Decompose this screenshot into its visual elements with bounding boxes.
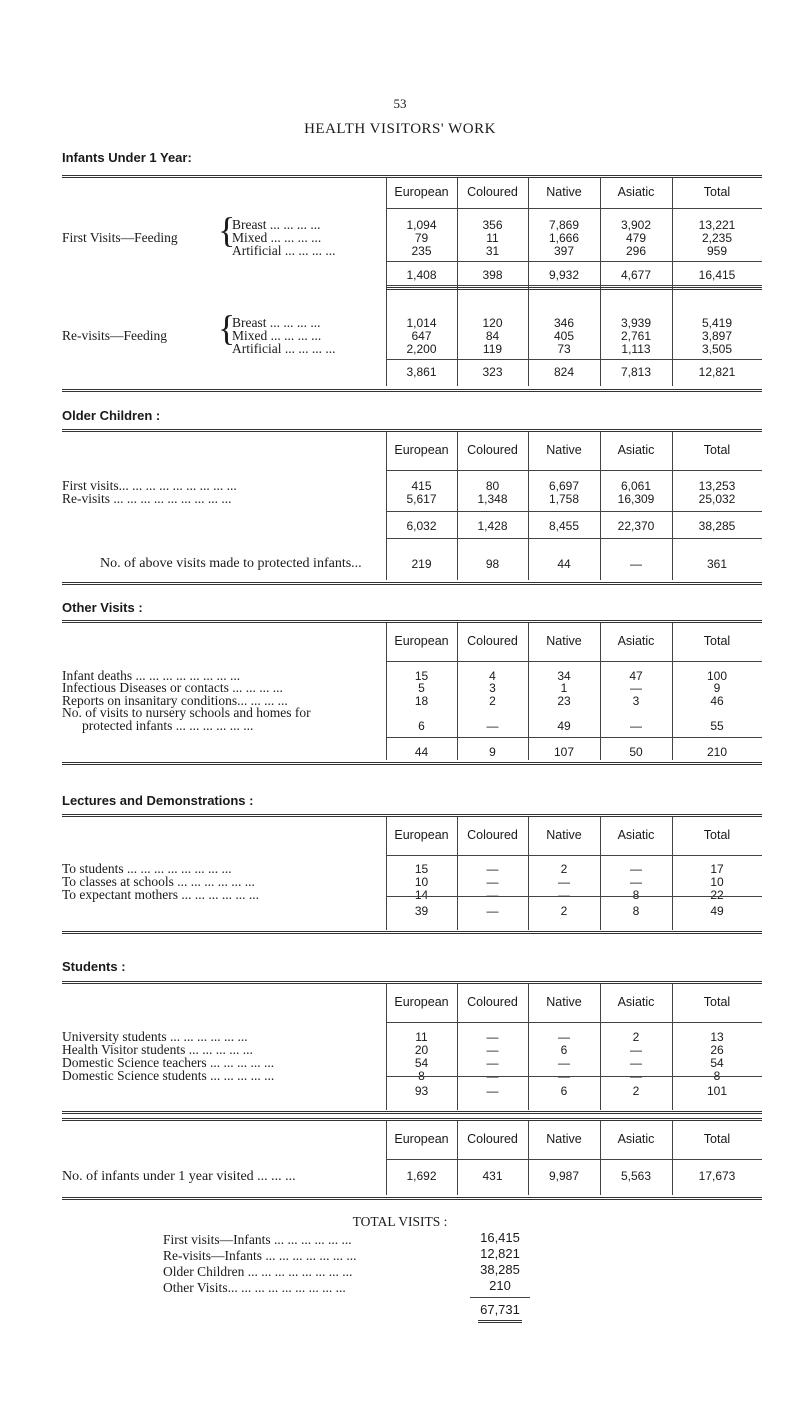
- section-rule: [62, 429, 762, 432]
- section-rule: [62, 1111, 762, 1114]
- table-cell: 6,032: [406, 519, 437, 533]
- column-header: European: [394, 995, 449, 1009]
- table-cell: 9,932: [548, 268, 580, 282]
- table-cell: 120: [482, 316, 503, 330]
- table-rule: [386, 1159, 762, 1160]
- table-cell: 2: [632, 1084, 640, 1098]
- table-rule: [386, 1022, 762, 1023]
- section-rule: [386, 287, 762, 290]
- older-row-label: First visits... ... ... ... ... ... ... ... ...: [62, 478, 237, 493]
- page-title: HEALTH VISITORS' WORK: [304, 121, 496, 137]
- brace-icon: {: [218, 210, 236, 250]
- table-rule: [386, 737, 762, 738]
- double-underline: [478, 1320, 522, 1323]
- table-cell: 46: [710, 694, 724, 708]
- table-cell: 10: [414, 875, 429, 889]
- table-cell: 398: [482, 268, 503, 282]
- other-row-label: Infectious Diseases or contacts ... ... ... ...: [62, 680, 283, 695]
- table-cell: 2: [560, 904, 568, 918]
- totals-row-value: 210: [489, 1278, 511, 1293]
- lecture-row-label: To classes at schools ... ... ... ... ... ...: [62, 874, 255, 889]
- totals-row-label: Other Visits... ... ... ... ... ... ... ... ...: [163, 1280, 346, 1295]
- table-cell: —: [486, 862, 499, 876]
- infants-visited-label: No. of infants under 1 year visited ... ... ...: [62, 1169, 296, 1184]
- table-cell: 3: [632, 694, 640, 708]
- table-cell: 6,061: [620, 479, 652, 493]
- table-cell: —: [486, 719, 499, 733]
- column-header: Asiatic: [617, 185, 655, 199]
- table-cell: 361: [706, 557, 728, 571]
- table-rule: [386, 359, 762, 360]
- column-header: Native: [546, 995, 582, 1009]
- table-cell: 8: [632, 904, 640, 918]
- column-header: Native: [546, 634, 582, 648]
- table-cell: 22,370: [617, 519, 655, 533]
- column-header: European: [394, 1132, 449, 1146]
- totals-row-label: Re-visits—Infants ... ... ... ... ... ... ...: [163, 1248, 357, 1263]
- table-cell: 824: [553, 365, 575, 379]
- column-header: European: [394, 634, 449, 648]
- table-cell: 17,673: [698, 1169, 736, 1183]
- totals-row-value: 16,415: [480, 1230, 520, 1245]
- column-header: Coloured: [467, 634, 518, 648]
- table-cell: 1: [560, 681, 568, 695]
- table-cell: 119: [482, 342, 503, 356]
- older-row-label: Re-visits ... ... ... ... ... ... ... ... ...: [62, 491, 232, 506]
- section-rule: [62, 175, 762, 178]
- section-rule: [62, 931, 762, 934]
- table-cell: —: [558, 888, 570, 902]
- protected-infants-label: No. of above visits made to protected infants...: [100, 556, 362, 571]
- table-cell: 17: [710, 862, 724, 876]
- table-cell: 2: [560, 862, 568, 876]
- table-cell: 405: [553, 329, 575, 343]
- table-cell: 13: [710, 1030, 724, 1044]
- table-cell: 100: [706, 669, 728, 683]
- table-cell: 16,309: [617, 492, 655, 506]
- column-header: Asiatic: [617, 634, 655, 648]
- table-cell: 2: [632, 1030, 640, 1044]
- table-cell: 93: [414, 1084, 429, 1098]
- lecture-row-label: To expectant mothers ... ... ... ... ... ...: [62, 887, 260, 902]
- totals-row-value: 38,285: [480, 1262, 520, 1277]
- table-cell: 296: [625, 244, 647, 258]
- table-cell: 346: [553, 316, 575, 330]
- table-cell: 31: [485, 244, 500, 258]
- lecture-row-label: To students ... ... ... ... ... ... ... ...: [62, 861, 232, 876]
- table-cell: 13,253: [698, 479, 736, 493]
- totals-row-label: First visits—Infants ... ... ... ... ... ...: [163, 1232, 352, 1247]
- table-rule: [386, 511, 762, 512]
- column-header: Native: [546, 828, 582, 842]
- table-cell: —: [630, 719, 642, 733]
- table-cell: 107: [553, 745, 575, 759]
- table-cell: 2,235: [701, 231, 733, 245]
- table-cell: 11: [415, 1030, 428, 1044]
- table-cell: 959: [706, 244, 728, 258]
- other-row-label: Infant deaths ... ... ... ... ... ... ... ...: [62, 668, 241, 683]
- table-rule: [386, 855, 762, 856]
- table-cell: —: [630, 1043, 642, 1057]
- table-cell: 23: [557, 694, 571, 708]
- table-cell: —: [558, 1056, 570, 1070]
- table-cell: 44: [414, 745, 429, 759]
- feeding-label: Breast ... ... ... ...: [232, 217, 321, 232]
- column-header: Total: [703, 1132, 731, 1146]
- column-header: Native: [546, 185, 582, 199]
- totals-row-label: Older Children ... ... ... ... ... ... ... ...: [163, 1264, 353, 1279]
- table-cell: —: [630, 862, 642, 876]
- table-cell: 6,697: [548, 479, 580, 493]
- table-rule: [386, 470, 762, 471]
- table-rule: [386, 261, 762, 262]
- table-cell: —: [630, 1069, 642, 1083]
- section-rule: [62, 389, 762, 392]
- table-rule: [386, 661, 762, 662]
- table-cell: 1,692: [406, 1169, 437, 1183]
- table-cell: 3,505: [701, 342, 733, 356]
- table-cell: 647: [411, 329, 432, 343]
- table-cell: —: [486, 875, 499, 889]
- column-header: Total: [703, 443, 731, 457]
- table-cell: 26: [710, 1043, 724, 1057]
- column-header: Total: [703, 828, 731, 842]
- table-cell: 49: [557, 719, 571, 733]
- table-cell: —: [486, 1084, 499, 1098]
- table-cell: 1,428: [477, 519, 508, 533]
- table-cell: 80: [485, 479, 500, 493]
- table-cell: 6: [560, 1084, 568, 1098]
- table-cell: 6: [560, 1043, 568, 1057]
- section-heading: Older Children :: [62, 408, 161, 423]
- table-rule: [386, 285, 762, 286]
- table-cell: 18: [414, 694, 429, 708]
- column-header: European: [394, 443, 449, 457]
- table-cell: 73: [557, 342, 571, 356]
- section-rule: [62, 1118, 762, 1121]
- table-cell: —: [486, 904, 499, 918]
- table-cell: —: [486, 1043, 499, 1057]
- table-cell: 4: [489, 669, 496, 683]
- table-cell: —: [486, 1030, 499, 1044]
- table-cell: 11: [486, 231, 499, 245]
- grand-total: 67,731: [480, 1302, 520, 1317]
- table-cell: 14: [414, 888, 429, 902]
- table-cell: —: [486, 1069, 499, 1083]
- other-row-label: No. of visits to nursery schools and homes for: [62, 705, 311, 720]
- section-heading: Other Visits :: [62, 600, 143, 615]
- table-cell: 7,813: [620, 365, 652, 379]
- section-rule: [62, 620, 762, 623]
- table-cell: 3,897: [701, 329, 733, 343]
- brace-icon: {: [218, 308, 236, 348]
- table-cell: 210: [706, 745, 728, 759]
- table-cell: 8: [632, 888, 640, 902]
- table-cell: 3: [489, 681, 496, 695]
- table-cell: —: [558, 875, 570, 889]
- student-row-label: Domestic Science teachers ... ... ... ... ...: [62, 1055, 275, 1070]
- table-cell: 10: [710, 875, 724, 889]
- table-cell: —: [486, 888, 499, 902]
- column-header: European: [394, 185, 449, 199]
- table-cell: 54: [414, 1056, 429, 1070]
- column-header: Native: [546, 443, 582, 457]
- table-cell: 34: [557, 669, 571, 683]
- section-rule: [62, 814, 762, 817]
- column-header: Coloured: [467, 185, 518, 199]
- table-cell: 1,408: [406, 268, 437, 282]
- table-cell: 50: [629, 745, 643, 759]
- other-row-label: Reports on insanitary conditions... ... ... ...: [62, 693, 288, 708]
- table-cell: 2,200: [406, 342, 437, 356]
- table-cell: 15: [414, 862, 429, 876]
- table-cell: 9: [489, 745, 496, 759]
- table-cell: 5: [418, 681, 425, 695]
- table-cell: —: [630, 681, 642, 695]
- table-cell: 9,987: [548, 1169, 580, 1183]
- section-heading: Students :: [62, 959, 126, 974]
- table-cell: 16,415: [698, 268, 736, 282]
- student-row-label: Health Visitor students ... ... ... ... ...: [62, 1042, 253, 1057]
- student-row-label: University students ... ... ... ... ... ...: [62, 1029, 248, 1044]
- group-label-revisits: Re-visits—Feeding: [62, 328, 167, 343]
- table-cell: 49: [710, 904, 724, 918]
- student-row-label: Domestic Science students ... ... ... ... ...: [62, 1068, 275, 1083]
- table-cell: 5,419: [701, 316, 733, 330]
- table-cell: 54: [710, 1056, 724, 1070]
- section-heading: Infants Under 1 Year:: [62, 150, 192, 165]
- table-cell: —: [630, 557, 642, 571]
- table-cell: 55: [710, 719, 724, 733]
- table-rule: [386, 538, 762, 539]
- table-cell: 415: [411, 479, 432, 493]
- table-cell: 1,014: [406, 316, 437, 330]
- column-header: Coloured: [467, 443, 518, 457]
- table-cell: 9: [713, 681, 721, 695]
- table-cell: 22: [710, 888, 724, 902]
- table-cell: 44: [557, 557, 571, 571]
- column-header: Asiatic: [617, 443, 655, 457]
- table-cell: 7,869: [548, 218, 580, 232]
- table-cell: 3,939: [620, 316, 652, 330]
- table-cell: 25,032: [698, 492, 736, 506]
- feeding-label: Artificial ... ... ... ...: [232, 243, 336, 258]
- table-cell: 1,113: [621, 342, 651, 356]
- table-rule: [386, 1076, 762, 1077]
- table-cell: 1,666: [548, 231, 580, 245]
- table-cell: —: [486, 1056, 499, 1070]
- table-cell: 6: [418, 719, 425, 733]
- table-cell: 4,677: [620, 268, 652, 282]
- table-cell: —: [558, 1069, 570, 1083]
- table-cell: 356: [482, 218, 503, 232]
- table-cell: 235: [411, 244, 432, 258]
- table-rule: [386, 896, 762, 897]
- column-header: Asiatic: [617, 828, 655, 842]
- column-header: Asiatic: [617, 995, 655, 1009]
- section-rule: [62, 582, 762, 585]
- table-cell: 15: [414, 669, 429, 683]
- table-cell: 101: [706, 1084, 728, 1098]
- column-header: Coloured: [467, 995, 518, 1009]
- table-cell: 1,094: [406, 218, 437, 232]
- column-header: Native: [546, 1132, 582, 1146]
- column-header: Total: [703, 185, 731, 199]
- table-cell: 5,617: [406, 492, 437, 506]
- column-header: Total: [703, 995, 731, 1009]
- table-cell: 5,563: [620, 1169, 652, 1183]
- table-cell: 397: [553, 244, 575, 258]
- table-cell: 3,902: [620, 218, 652, 232]
- feeding-label: Mixed ... ... ... ...: [232, 328, 322, 343]
- column-header: Coloured: [467, 1132, 518, 1146]
- table-cell: 12,821: [698, 365, 736, 379]
- table-cell: 38,285: [698, 519, 736, 533]
- table-rule: [386, 208, 762, 209]
- table-cell: 479: [625, 231, 647, 245]
- table-cell: 2,761: [620, 329, 652, 343]
- table-cell: 47: [629, 669, 643, 683]
- column-header: Coloured: [467, 828, 518, 842]
- section-rule: [62, 981, 762, 984]
- table-cell: —: [630, 875, 642, 889]
- column-header: European: [394, 828, 449, 842]
- totals-rule: [470, 1297, 530, 1298]
- table-cell: 79: [414, 231, 429, 245]
- totals-row-value: 12,821: [480, 1246, 520, 1261]
- table-cell: 13,221: [698, 218, 736, 232]
- group-label-first-visits: First Visits—Feeding: [62, 230, 178, 245]
- section-heading: Lectures and Demonstrations :: [62, 793, 254, 808]
- table-cell: 20: [414, 1043, 429, 1057]
- feeding-label: Artificial ... ... ... ...: [232, 341, 336, 356]
- table-cell: 2: [489, 694, 496, 708]
- page-number: 53: [393, 96, 407, 111]
- table-cell: 3,861: [406, 365, 437, 379]
- table-cell: 8,455: [548, 519, 580, 533]
- column-header: Total: [703, 634, 731, 648]
- other-row-label: protected infants ... ... ... ... ... ...: [82, 718, 254, 733]
- feeding-label: Breast ... ... ... ...: [232, 315, 321, 330]
- feeding-label: Mixed ... ... ... ...: [232, 230, 322, 245]
- table-cell: 98: [485, 557, 500, 571]
- table-cell: 323: [482, 365, 503, 379]
- table-cell: 1,348: [477, 492, 508, 506]
- table-cell: 431: [482, 1169, 503, 1183]
- table-cell: —: [558, 1030, 570, 1044]
- column-header: Asiatic: [617, 1132, 655, 1146]
- table-cell: 8: [713, 1069, 721, 1083]
- section-rule: [62, 1197, 762, 1200]
- table-cell: 8: [418, 1069, 425, 1083]
- totals-heading: TOTAL VISITS :: [352, 1214, 448, 1229]
- table-cell: 84: [485, 329, 500, 343]
- table-cell: 1,758: [548, 492, 580, 506]
- table-cell: 39: [414, 904, 429, 918]
- table-cell: 219: [411, 557, 432, 571]
- section-rule: [62, 762, 762, 765]
- table-cell: —: [630, 1056, 642, 1070]
